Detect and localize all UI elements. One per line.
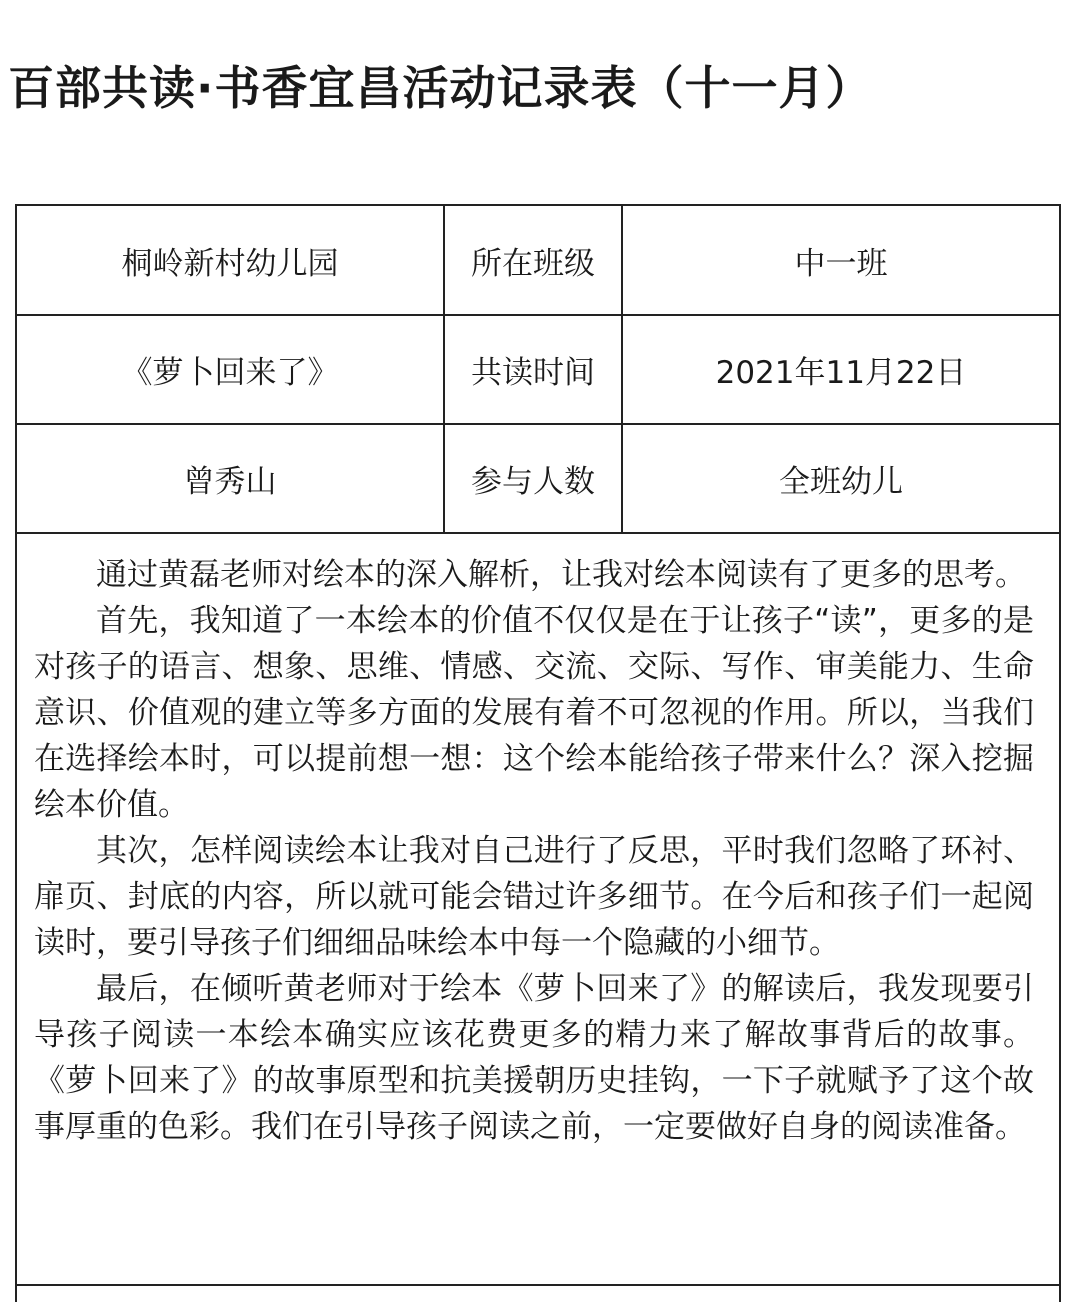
page-title: 百部共读·书香宜昌活动记录表（十一月）	[8, 61, 873, 115]
reflection-text	[34, 552, 1034, 1150]
teacher-name-cell: 曾秀山	[183, 464, 277, 500]
class-value-cell: 中一班	[794, 245, 888, 282]
book-title-cell: 《萝卜回来了》	[121, 355, 339, 391]
reading-time-label-cell: 共读时间	[471, 355, 595, 391]
participants-label-cell: 参与人数	[471, 464, 595, 500]
participants-value-cell: 全班幼儿	[779, 464, 903, 500]
kindergarten-name-cell: 桐岭新村幼儿园	[121, 245, 339, 282]
class-label-cell: 所在班级	[471, 245, 595, 282]
table-row-divider	[15, 1284, 1061, 1286]
reflection-paragraph: 其次，怎样阅读绘本让我对自己进行了反思，平时我们忽略了环衬、扉页、封底的内容，所以就可能会错过许多细节。在今后和孩子们一起阅读时，要引导孩子们细细品味绘本中每一个隐藏的小细节。	[34, 833, 1034, 961]
table-border-right	[1059, 204, 1061, 1302]
reflection-paragraph: 最后，在倾听黄老师对于绘本《萝卜回来了》的解读后，我发现要引导孩子阅读一本绘本确实应该花费更多的精力来了解故事背后的故事。《萝卜回来了》的故事原型和抗美援朝历史挂钩，一下子就赋予了这个故事厚重的色彩。我们在引导孩子阅读之前，一定要做好自身的阅读准备。	[34, 971, 1034, 1145]
reflection-paragraph: 通过黄磊老师对绘本的深入解析，让我对绘本阅读有了更多的思考。	[96, 557, 1026, 593]
reading-time-value-cell: 2021年11月22日	[715, 355, 967, 391]
table-row-divider	[15, 532, 1061, 534]
reflection-paragraph: 首先，我知道了一本绘本的价值不仅仅是在于让孩子“读”，更多的是对孩子的语言、想象、思维、情感、交流、交际、写作、审美能力、生命意识、价值观的建立等多方面的发展有着不可忽视的作用。所以，当我们在选择绘本时，可以提前想一想：这个绘本能给孩子带来什么？深入挖掘绘本价值。	[34, 603, 1034, 823]
